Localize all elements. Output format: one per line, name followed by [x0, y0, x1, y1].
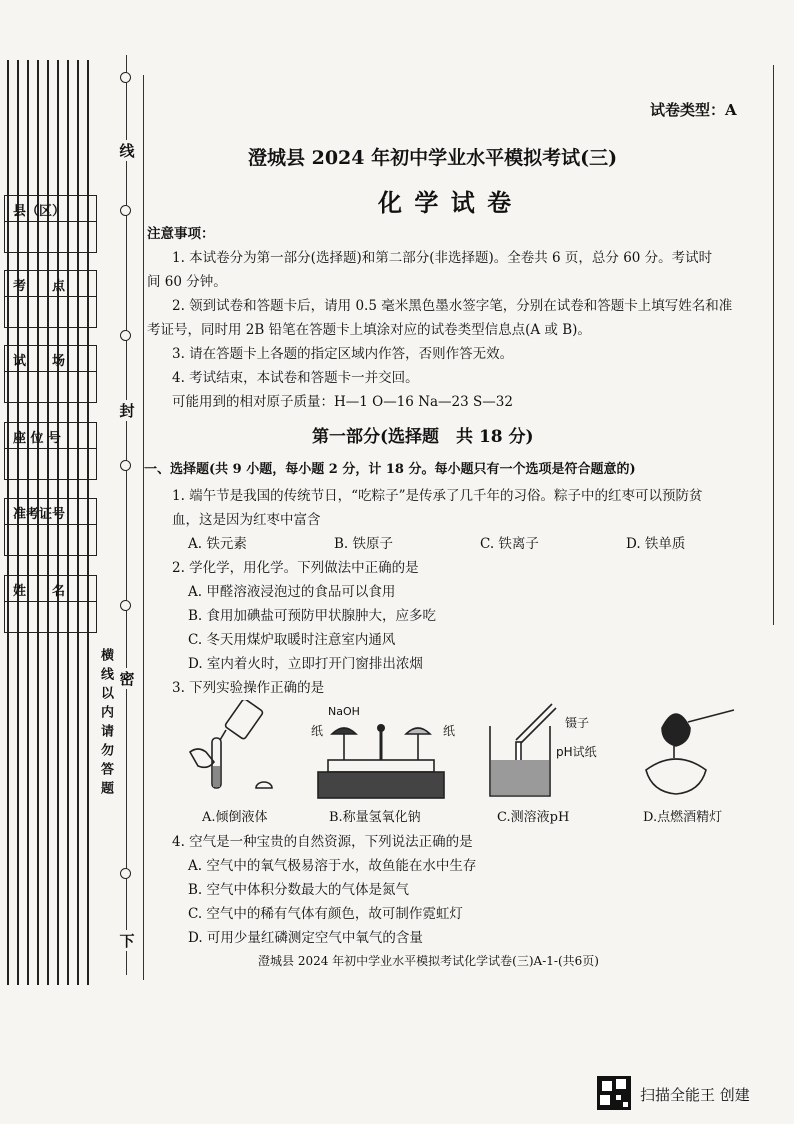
margin-line [143, 75, 144, 980]
paper-right-label: 纸 [443, 724, 456, 738]
q3-caption-b[interactable]: B.称量氢氧化钠 [329, 810, 421, 825]
notes-heading: 注意事项： [147, 226, 215, 242]
q4-option-c[interactable]: C. 空气中的稀有气体有颜色，故可制作霓虹灯 [188, 906, 463, 922]
note-2b: 考证号，同时用 2B 铅笔在答题卡上填涂对应的试卷类型信息点(A 或 B)。 [147, 322, 591, 338]
q2-stem: 2. 学化学，用化学。下列做法中正确的是 [172, 560, 419, 576]
binding-char-below: 下 [119, 932, 135, 950]
q2-option-b[interactable]: B. 食用加碘盐可预防甲状腺肿大，应多吃 [188, 608, 437, 624]
binding-hole [120, 460, 131, 471]
page-footer: 澄城县 2024 年初中学业水平模拟考试化学试卷(三)A-1-(共6页) [258, 954, 599, 968]
section1-heading: 一、选择题(共 9 小题，每小题 2 分，计 18 分。每小题只有一个选项是符合题意的) [144, 462, 636, 477]
q4-option-a[interactable]: A. 空气中的氧气极易溶于水，故鱼能在水中生存 [188, 858, 477, 874]
exam-site-box[interactable] [4, 270, 97, 328]
name-label: 姓 名 [5, 576, 96, 602]
county-box[interactable] [4, 195, 97, 253]
note-1b: 间 60 分钟。 [147, 274, 227, 290]
q3-stem: 3. 下列实验操作正确的是 [172, 680, 325, 696]
exam-room-box[interactable] [4, 345, 97, 403]
no-answer-note: 横线以内请勿答题 [98, 648, 113, 800]
exam-room-label: 试 场 [5, 346, 96, 372]
right-margin-line [773, 65, 774, 625]
seat-number-box[interactable] [4, 422, 97, 480]
binding-line [126, 55, 127, 975]
pouring-liquid-figure [180, 700, 280, 800]
q3-caption-a[interactable]: A.倾倒液体 [202, 810, 268, 825]
note-3: 3. 请在答题卡上各题的指定区域内作答，否则作答无效。 [172, 346, 514, 362]
subject-title: 化 学 试 卷 [378, 188, 514, 217]
binding-hole [120, 72, 131, 83]
q1-option-b[interactable]: B. 铁原子 [334, 536, 394, 552]
q1-option-d[interactable]: D. 铁单质 [626, 536, 686, 552]
binding-char-line: 线 [119, 142, 135, 160]
q1-stem-b: 血，这是因为红枣中富含 [172, 512, 321, 528]
note-1a: 1. 本试卷分为第一部分(选择题)和第二部分(非选择题)。全卷共 6 页，总分 60 分。考试时 [172, 250, 713, 266]
paper-left-label: 纸 [311, 724, 324, 738]
binding-hole [120, 868, 131, 879]
q1-option-a[interactable]: A. 铁元素 [188, 536, 247, 552]
q1-stem-a: 1. 端午节是我国的传统节日，“吃粽子”是传承了几千年的习俗。粽子中的红枣可以预防贫 [172, 488, 703, 504]
ph-paper-label: pH试纸 [556, 745, 597, 759]
q4-stem: 4. 空气是一种宝贵的自然资源，下列说法正确的是 [172, 834, 473, 850]
tweezers-label: 镊子 [565, 716, 590, 730]
alcohol-lamp-figure [638, 706, 738, 806]
exam-title: 澄城县 2024 年初中学业水平模拟考试(三) [248, 147, 618, 169]
binding-hole [120, 600, 131, 611]
binding-char-seal: 封 [119, 402, 135, 420]
q3-caption-d[interactable]: D.点燃酒精灯 [643, 810, 723, 825]
q3-caption-c[interactable]: C.测溶液pH [497, 810, 570, 825]
note-4: 4. 考试结束，本试卷和答题卡一并交回。 [172, 370, 419, 386]
binding-hole [120, 205, 131, 216]
q4-option-b[interactable]: B. 空气中体积分数最大的气体是氮气 [188, 882, 410, 898]
naoh-label: NaOH [328, 705, 360, 718]
qr-code-icon [597, 1076, 631, 1110]
scanner-watermark: 扫描全能王 创建 [640, 1086, 750, 1104]
paper-type: 试卷类型：A [650, 101, 737, 119]
q2-option-c[interactable]: C. 冬天用煤炉取暖时注意室内通风 [188, 632, 396, 648]
note-2a: 2. 领到试卷和答题卡后，请用 0.5 毫米黑色墨水签字笔，分别在试卷和答题卡上填写姓名和准 [172, 298, 733, 314]
q2-option-d[interactable]: D. 室内着火时，立即打开门窗排出浓烟 [188, 656, 423, 672]
part1-title: 第一部分(选择题 共 18 分) [312, 427, 534, 447]
binding-hole [120, 330, 131, 341]
seat-number-label: 座 位 号 [5, 423, 96, 449]
admission-number-box[interactable] [4, 498, 97, 556]
admission-number-label: 准考证号 [5, 499, 96, 525]
county-label: 县（区） [5, 196, 96, 222]
q4-option-d[interactable]: D. 可用少量红磷测定空气中氧气的含量 [188, 930, 423, 946]
exam-site-label: 考 点 [5, 271, 96, 297]
name-box[interactable] [4, 575, 97, 633]
q2-option-a[interactable]: A. 甲醛溶液浸泡过的食品可以食用 [188, 584, 396, 600]
q1-option-c[interactable]: C. 铁离子 [480, 536, 539, 552]
atomic-masses: 可能用到的相对原子质量：H—1 O—16 Na—23 S—32 [172, 394, 513, 410]
binding-char-secret: 密 [119, 670, 135, 688]
